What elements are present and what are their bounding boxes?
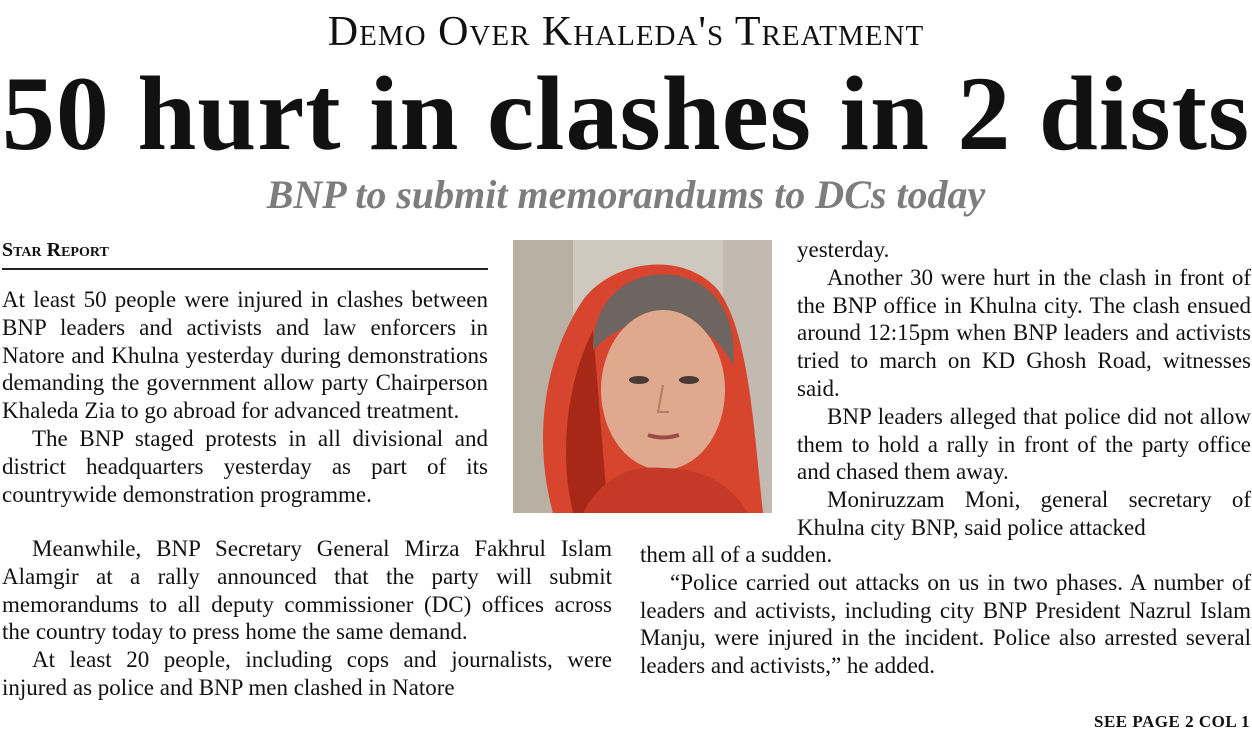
eye-right: [679, 376, 699, 384]
byline: Star Report: [2, 238, 488, 270]
photo: [513, 240, 772, 513]
paragraph: The BNP staged protests in all divisional and district headquarters yesterday as part of its countrywide demonstration programme.: [2, 425, 488, 507]
eye-left: [629, 376, 649, 384]
paragraph: Meanwhile, BNP Secretary General Mirza Fakhrul Islam Alamgir at a rally announced that the party will submit memorandums to all deputy commissioner (DC) offices across the country today to press home the same demand.: [2, 536, 612, 645]
portrait-photo: [513, 240, 772, 513]
paragraph: “Police carried out attacks on us in two phases. A number of leaders and activists, including city BNP President Nazrul Islam Manju, were injured in the incident. Police also arrested several leaders and activists,” he added.: [640, 569, 1251, 679]
article-kicker: Demo Over Khaleda's Treatment: [327, 9, 925, 55]
paragraph: them all of a sudden.: [640, 542, 833, 567]
body-column-right-wide: [640, 541, 1251, 680]
article-headline: 50 hurt in clashes in 2 dists: [1, 55, 1251, 172]
body-column-left-wide: [2, 535, 612, 702]
continuation-note[interactable]: SEE PAGE 2 COL 1: [1094, 712, 1250, 731]
body-column-left: [2, 286, 488, 508]
paragraph: Moniruzzam Moni, general secretary of Khulna city BNP, said police attacked: [797, 487, 1251, 540]
body-column-right: [797, 236, 1251, 542]
paragraph: BNP leaders alleged that police did not allow them to hold a rally in front of the party office and chased them away.: [797, 403, 1251, 485]
paragraph: At least 50 people were injured in clashes between BNP leaders and activists and law enforcers in Natore and Khulna yesterday during demonstrations demanding the government allow party Chairperson Khaleda Zia to go abroad for advanced treatment.: [2, 287, 488, 424]
paragraph: Another 30 were hurt in the clash in front of the BNP office in Khulna city. The clash ensued around 12:15pm when BNP leaders and activists tried to march on KD Ghosh Road, witnesses said.: [797, 264, 1251, 401]
paragraph: yesterday.: [797, 237, 890, 262]
article-subhead: BNP to submit memorandums to DCs today: [266, 172, 986, 217]
paragraph: At least 20 people, including cops and journalists, were injured as police and BNP men clashed in Natore: [2, 647, 612, 700]
